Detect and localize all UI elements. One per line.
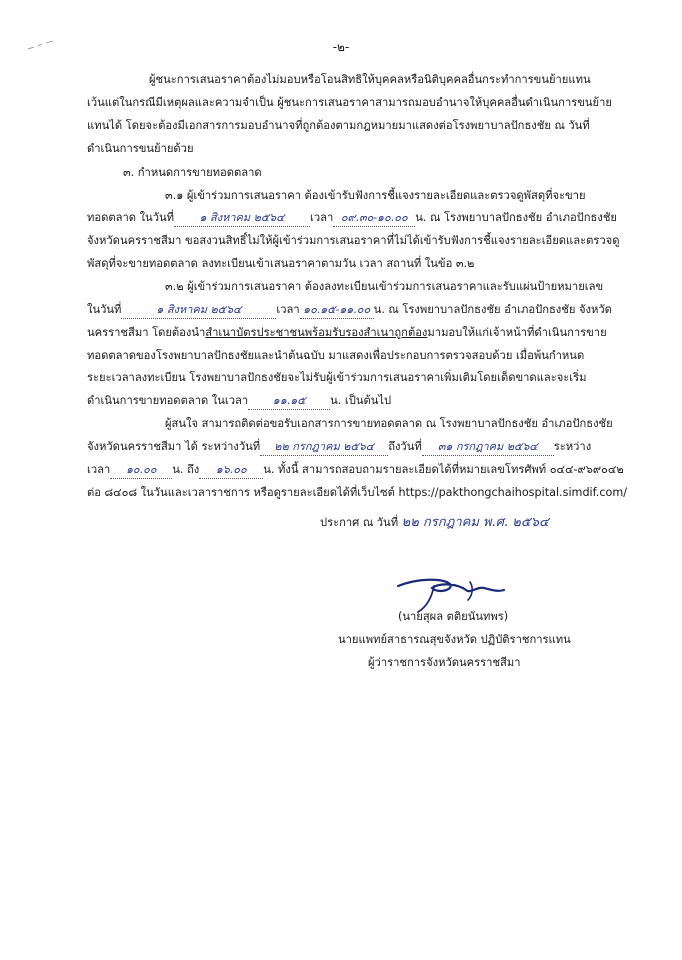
contact-line3: เวลา ๑๐.๐๐ น. ถึง ๑๖.๐๐ น. ทั้งนี้ สามารถสอบถามรายละเอียดได้ที่หมายเลขโทรศัพท์ ๐๔๔-๙๖๙๐๔๒ [87, 462, 624, 479]
s31-line1: ๓.๑ ผู้เข้าร่วมการเสนอราคา ต้องเข้ารับฟังการชี้แจงรายละเอียดและตรวจดูพัสดุที่จะขาย [165, 189, 586, 202]
s32-line3: นครราชสีมา โดยต้องนำสำเนาบัตรประชาชนพร้อมรับรองสำเนาถูกต้องมามอบให้แก่เจ้าหน้าที่ดำเนินการขาย [87, 326, 607, 339]
announce-line: ประกาศ ณ วันที่ ๒๒ กรกฎาคม พ.ศ. ๒๕๖๔ [320, 515, 549, 530]
s32-line1: ๓.๒ ผู้เข้าร่วมการเสนอราคา ต้องลงทะเบียนเข้าร่วมการเสนอราคาและรับแผ่นป้ายหมายเลข [165, 280, 604, 293]
announce-date-handwritten: ๒๒ กรกฎาคม พ.ศ. ๒๕๖๔ [401, 515, 549, 530]
s32-line2: ในวันที่ ๑ สิงหาคม ๒๕๖๔ เวลา ๑๐.๑๕-๑๑.๐๐ น. ณ โรงพยาบาลปักธงชัย อำเภอปักธงชัย จังหวัด [87, 302, 612, 319]
contact-line4: ต่อ ๘๔๐๘ ในวันและเวลาราชการ หรือดูรายละเอียดได้ที่เว็บไซต์ https://pakthongchaihospital.simdif.com/ [87, 486, 627, 499]
handwritten-signature [388, 572, 508, 614]
s32-date-handwritten: ๑ สิงหาคม ๒๕๖๔ [156, 303, 242, 316]
s31-line2: ทอดตลาด ในวันที่ ๑ สิงหาคม ๒๕๖๔ เวลา ๐๙.๓๐-๑๐.๐๐ น. ณ โรงพยาบาลปักธงชัย อำเภอปักธงชัย [87, 210, 617, 227]
signer-title-2: ผู้ว่าราชการจังหวัดนครราชสีมา [368, 656, 521, 669]
s31-date-handwritten: ๑ สิงหาคม ๒๕๖๔ [199, 211, 285, 224]
contact-from-date-handwritten: ๒๒ กรกฎาคม ๒๕๖๔ [274, 440, 375, 453]
signer-title-1: นายแพทย์สาธารณสุขจังหวัด ปฏิบัติราชการแทน [338, 633, 571, 646]
para1-line3: แทนได้ โดยจะต้องมีเอกสารการมอบอำนาจที่ถูกต้องตามกฎหมายมาแสดงต่อโรงพยาบาลปักธงชัย ณ วันที่ [87, 119, 590, 132]
s32-line4: ทอดตลาดของโรงพยาบาลปักธงชัยและนำต้นฉบับ มาแสดงเพื่อประกอบการตรวจสอบด้วย เมื่อพ้นกำหนด [87, 349, 585, 362]
s32-line5: ระยะเวลาลงทะเบียน โรงพยาบาลปักธงชัยจะไม่รับผู้เข้าร่วมการเสนอราคาเพิ่มเติมโดยเด็ดขาดและจะเริ่ม [87, 371, 587, 384]
s32-time-handwritten: ๑๐.๑๕-๑๑.๐๐ [303, 303, 371, 316]
s32-underlined-requirement: สำเนาบัตรประชาชนพร้อมรับรองสำเนาถูกต้อง [205, 326, 428, 339]
para1-line4: ดำเนินการขนย้ายด้วย [87, 142, 194, 155]
para1-line2: เว้นแต่ในกรณีมีเหตุผลและความจำเป็น ผู้ชนะการเสนอราคาสามารถมอบอำนาจให้บุคคลอื่นดำเนินการขนย้าย [87, 96, 612, 109]
s31-time-handwritten: ๐๙.๓๐-๑๐.๐๐ [340, 211, 408, 224]
page-number: -๒- [332, 40, 350, 54]
contact-to-date-handwritten: ๓๑ กรกฎาคม ๒๕๖๔ [437, 440, 538, 453]
section3-title: ๓. กำหนดการขายทอดตลาด [123, 166, 262, 179]
s32-line6: ดำเนินการขายทอดตลาด ในเวลา ๑๑.๑๕ น. เป็นต้นไป [87, 393, 391, 410]
s31-line3: จังหวัดนครราชสีมา ขอสงวนสิทธิ์ไม่ให้ผู้เข้าร่วมการเสนอราคาที่ไม่ได้เข้ารับฟังการชี้แจงรายละเอียดและตรวจดู [87, 234, 620, 247]
contact-time1-handwritten: ๑๐.๐๐ [125, 463, 157, 476]
s31-line4: พัสดุที่จะขายทอดตลาด ลงทะเบียนเข้าเสนอราคาตามวัน เวลา สถานที่ ในข้อ ๓.๒ [87, 257, 475, 270]
contact-line2: จังหวัดนครราชสีมา ได้ ระหว่างวันที่ ๒๒ กรกฎาคม ๒๕๖๔ ถึงวันที่ ๓๑ กรกฎาคม ๒๕๖๔ ระหว่าง [87, 439, 591, 456]
para1-line1: ผู้ชนะการเสนอราคาต้องไม่มอบหรือโอนสิทธิให้บุคคลหรือนิติบุคคลอื่นกระทำการขนย้ายแทน [149, 73, 591, 86]
signer-name: (นายสุผล ตติยนันทพร) [398, 610, 509, 623]
contact-line1: ผู้สนใจ สามารถติดต่อขอรับเอกสารการขายทอดตลาด ณ โรงพยาบาลปักธงชัย อำเภอปักธงชัย [165, 417, 613, 430]
s32-start-time-handwritten: ๑๑.๑๕ [272, 394, 306, 407]
contact-time2-handwritten: ๑๖.๐๐ [215, 463, 247, 476]
